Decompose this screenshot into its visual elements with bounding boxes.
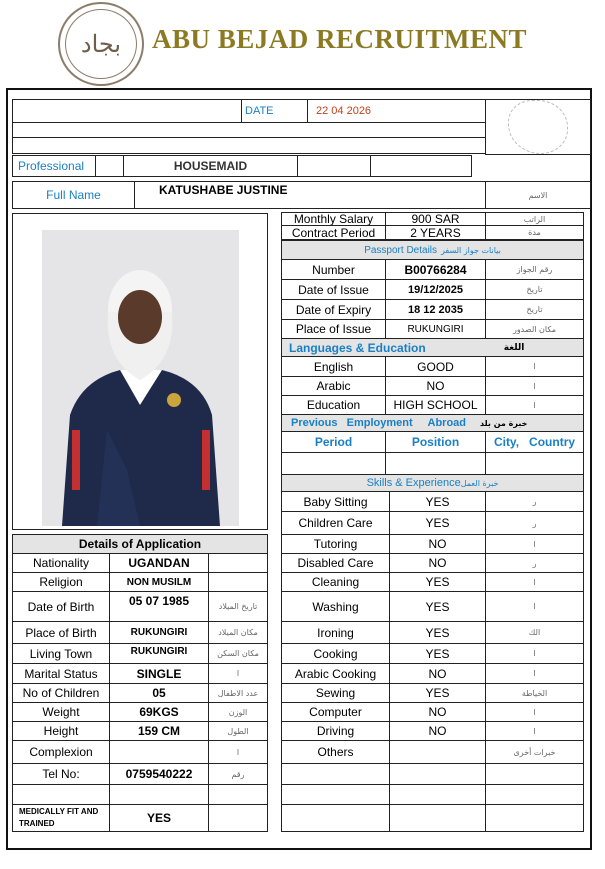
prof-blank [95, 155, 124, 177]
passport-header [281, 240, 584, 260]
logo-inner-ring [65, 9, 137, 79]
language-value: NO [385, 376, 486, 396]
skill-value: NO [389, 663, 486, 684]
skill-blank [281, 784, 390, 805]
skill-ar: ا [485, 702, 584, 722]
application-blank [109, 784, 209, 805]
skills-header [281, 474, 584, 492]
passport-expiry-ar: تاريخ [485, 299, 584, 320]
skills-header-ar: خبرة العمل [460, 478, 499, 488]
languages-header [281, 338, 584, 357]
language-ar: ا [485, 376, 584, 396]
skill-value: YES [389, 621, 486, 644]
contract-label: Contract Period [281, 225, 386, 240]
application-ar: مكان السكن [208, 643, 268, 664]
previous-header-ar: خبرة من بلد [480, 418, 528, 428]
skill-ar: ا [485, 643, 584, 664]
medical-right-blank-1 [281, 804, 390, 832]
application-value: 69KGS [109, 702, 209, 722]
skill-label: Washing [281, 591, 390, 622]
application-value: 05 07 1985 [109, 591, 209, 622]
previous-header [281, 414, 584, 432]
date-label: DATE [241, 99, 308, 123]
languages-header-ar: اللغة [503, 342, 525, 353]
photo-stamp-box [485, 99, 591, 155]
contract-ar: مدة [485, 225, 584, 240]
skill-ar: ا [485, 572, 584, 592]
contract-value: 2 YEARS [385, 225, 486, 240]
skill-value: YES [389, 491, 486, 512]
prev-blank-2 [385, 452, 486, 475]
col-city-country: City, Country [485, 431, 584, 453]
application-ar [208, 572, 268, 592]
logo-glyph: ﺑﺠﺎﺩ [80, 30, 122, 58]
application-label: Complexion [12, 740, 110, 764]
language-ar: ا [485, 395, 584, 415]
skill-ar: ر [485, 553, 584, 573]
application-value: RUKUNGIRI [109, 621, 209, 644]
skill-value: YES [389, 572, 486, 592]
skill-value: YES [389, 683, 486, 703]
date-value: 22 04 2026 [307, 99, 486, 123]
language-label: Education [281, 395, 386, 415]
languages-header-text: Languages & Education [289, 340, 426, 355]
passport-place: RUKUNGIRI [385, 319, 486, 339]
application-label: Nationality [12, 553, 110, 573]
passport-number-label: Number [281, 259, 386, 280]
application-ar: ا [208, 740, 268, 764]
medical-label-text: MEDICALLY FIT AND TRAINED [19, 807, 99, 828]
previous-header-text: Previous Employment Abroad [291, 417, 467, 429]
language-value: GOOD [385, 356, 486, 377]
application-blank [12, 784, 110, 805]
salary-label: Monthly Salary [281, 212, 386, 226]
application-ar [208, 553, 268, 573]
prof-blank-2 [297, 155, 371, 177]
application-label: No of Children [12, 683, 110, 703]
application-ar: تاريخ الميلاد [208, 591, 268, 622]
skill-ar: ا [485, 721, 584, 741]
skill-label: Computer [281, 702, 390, 722]
application-value: 0759540222 [109, 763, 209, 785]
passport-place-label: Place of Issue [281, 319, 386, 339]
language-label: Arabic [281, 376, 386, 396]
salary-ar: الراتب [485, 212, 584, 226]
skill-label: Tutoring [281, 534, 390, 554]
skill-ar: خبرات أخرى [485, 740, 584, 764]
language-value: HIGH SCHOOL [385, 395, 486, 415]
skill-value: NO [389, 721, 486, 741]
medical-right-blank-3 [485, 804, 584, 832]
skill-ar: ا [485, 591, 584, 622]
application-ar: عدد الاطفال [208, 683, 268, 703]
col-period: Period [281, 431, 386, 453]
skill-ar: ا [485, 663, 584, 684]
application-value: UGANDAN [109, 553, 209, 573]
passport-issue-label: Date of Issue [281, 279, 386, 300]
application-value: SINGLE [109, 663, 209, 684]
full-name-label: Full Name [12, 181, 135, 209]
skill-label: Driving [281, 721, 390, 741]
skill-label: Sewing [281, 683, 390, 703]
application-label: Height [12, 721, 110, 741]
skill-value: NO [389, 553, 486, 573]
professional-label: Professional [12, 155, 96, 177]
logo [58, 2, 144, 86]
application-label: Date of Birth [12, 591, 110, 622]
col-position: Position [385, 431, 486, 453]
passport-expiry: 18 12 2035 [385, 299, 486, 320]
passport-header-text: Passport Details [364, 244, 438, 256]
passport-expiry-label: Date of Expiry [281, 299, 386, 320]
application-label: Marital Status [12, 663, 110, 684]
prof-blank-3 [370, 155, 472, 177]
passport-issue-ar: تاريخ [485, 279, 584, 300]
skill-label: Children Care [281, 511, 390, 535]
prev-blank-3 [485, 452, 584, 475]
professional-value: HOUSEMAID [123, 155, 298, 177]
full-name-value: KATUSHABE JUSTINE [134, 181, 486, 209]
skill-value: YES [389, 511, 486, 535]
medical-blank [208, 804, 268, 832]
skill-label: Disabled Care [281, 553, 390, 573]
skills-header-text: Skills & Experience [366, 477, 461, 489]
skill-label: Baby Sitting [281, 491, 390, 512]
candidate-photo [42, 230, 239, 526]
skill-ar: ر [485, 491, 584, 512]
skill-label: Cleaning [281, 572, 390, 592]
skill-blank [389, 784, 486, 805]
passport-number: B00766284 [385, 259, 486, 280]
skill-value: YES [389, 643, 486, 664]
medical-right-blank-2 [389, 804, 486, 832]
application-ar: مكان الميلاد [208, 621, 268, 644]
application-label: Living Town [12, 643, 110, 664]
salary-value: 900 SAR [385, 212, 486, 226]
application-blank [208, 784, 268, 805]
application-header: Details of Application [12, 534, 268, 554]
skill-blank [485, 784, 584, 805]
application-ar: الطول [208, 721, 268, 741]
language-label: English [281, 356, 386, 377]
skill-label: Ironing [281, 621, 390, 644]
top-blank-2 [12, 122, 486, 138]
passport-issue: 19/12/2025 [385, 279, 486, 300]
stamp-mark [508, 100, 568, 154]
prev-blank-1 [281, 452, 386, 475]
application-value: 05 [109, 683, 209, 703]
application-ar: رقم [208, 763, 268, 785]
top-blank-3 [12, 137, 486, 154]
skill-ar: الخياطة [485, 683, 584, 703]
application-label: Religion [12, 572, 110, 592]
passport-header-ar: بيانات جواز السفر [441, 245, 501, 255]
skill-value: YES [389, 591, 486, 622]
company-title: ABU BEJAD RECRUITMENT [152, 24, 528, 54]
skill-value: NO [389, 534, 486, 554]
skill-blank [485, 763, 584, 785]
passport-place-ar: مكان الصدور [485, 319, 584, 339]
application-value: 159 CM [109, 721, 209, 741]
application-value [109, 740, 209, 764]
application-value: NON MUSILM [109, 572, 209, 592]
application-ar: الوزن [208, 702, 268, 722]
application-label: Tel No: [12, 763, 110, 785]
skill-ar: الك [485, 621, 584, 644]
skill-label: Others [281, 740, 390, 764]
skill-value: NO [389, 702, 486, 722]
skill-value [389, 740, 486, 764]
skill-label: Cooking [281, 643, 390, 664]
application-label: Place of Birth [12, 621, 110, 644]
skill-ar: ر [485, 511, 584, 535]
medical-label [12, 804, 110, 832]
application-value: RUKUNGIRI [109, 643, 209, 664]
language-ar: ا [485, 356, 584, 377]
top-blank-1 [12, 99, 242, 123]
application-label: Weight [12, 702, 110, 722]
passport-number-ar: رقم الجواز [485, 259, 584, 280]
application-ar: ا [208, 663, 268, 684]
photo-frame [12, 213, 268, 530]
skill-blank [389, 763, 486, 785]
skill-label: Arabic Cooking [281, 663, 390, 684]
skill-ar: ا [485, 534, 584, 554]
full-name-ar: الاسم [485, 181, 591, 209]
skill-blank [281, 763, 390, 785]
medical-value: YES [109, 804, 209, 832]
